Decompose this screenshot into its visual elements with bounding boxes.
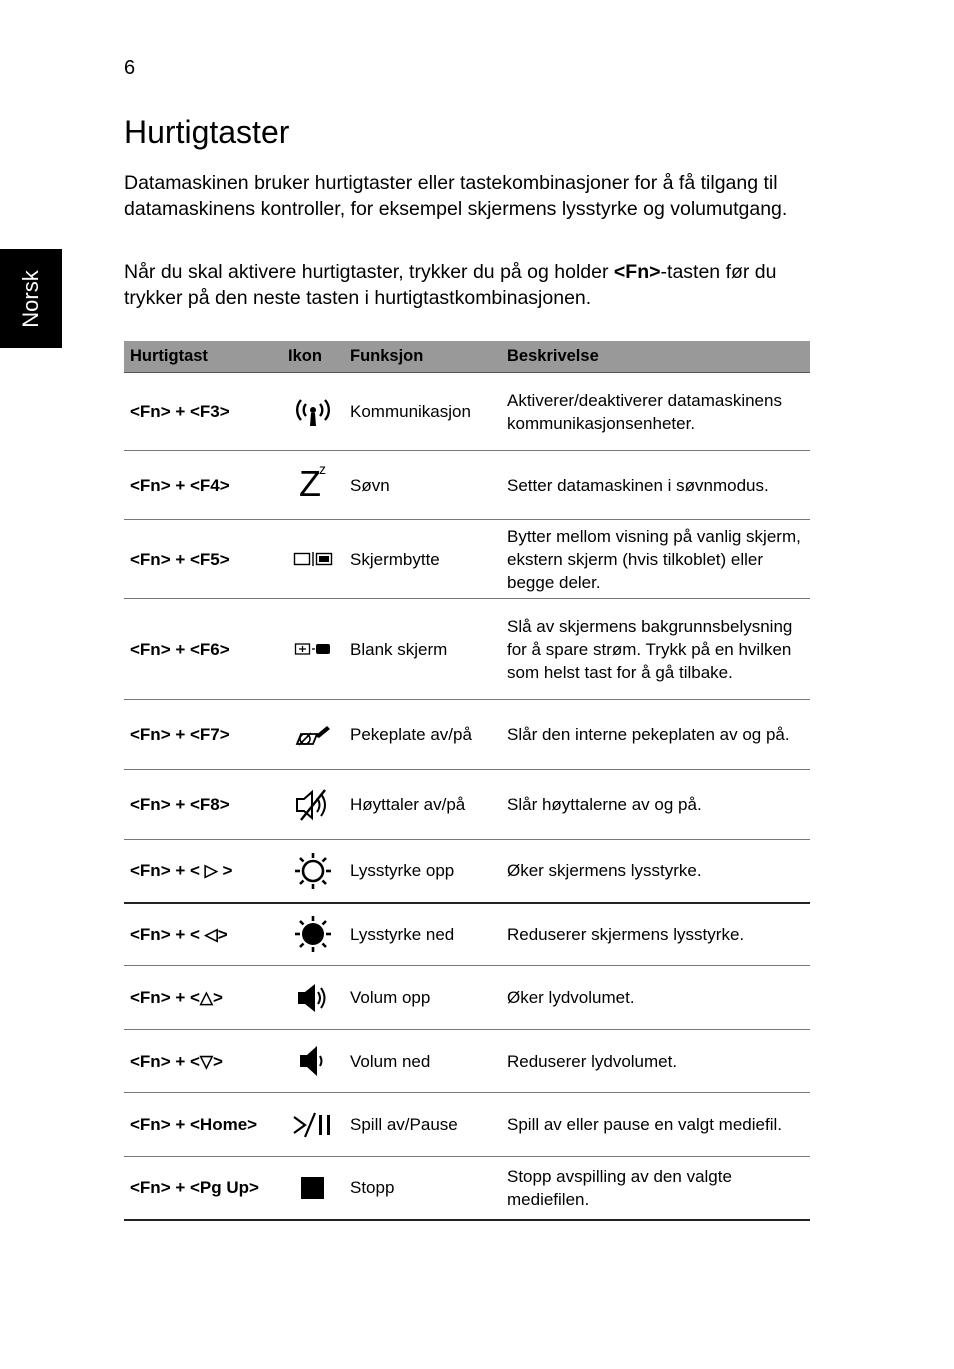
- row-function: Lysstyrke opp: [344, 840, 501, 903]
- header-function: Funksjon: [344, 341, 501, 373]
- row-function: Stopp: [344, 1157, 501, 1220]
- page-title: Hurtigtaster: [124, 114, 290, 150]
- instruction-text-after: -tasten før du trykker på den neste tasten i hurtigtastkombinasjonen.: [124, 261, 777, 309]
- table-row: [124, 1030, 810, 1093]
- row-key: <Fn> + <F5>: [124, 520, 282, 599]
- row-description: Setter datamaskinen i søvnmodus.: [501, 451, 810, 520]
- row-description: Slår høyttalerne av og på.: [501, 770, 810, 840]
- table-row: [124, 903, 810, 966]
- row-key: <Fn> + <Pg Up>: [124, 1157, 282, 1220]
- table-row: [124, 520, 810, 599]
- row-description: Øker lydvolumet.: [501, 966, 810, 1030]
- row-description: Reduserer skjermens lysstyrke.: [501, 903, 810, 966]
- row-key: <Fn> + <F3>: [124, 373, 282, 451]
- brightness-down-icon: [282, 903, 344, 966]
- row-description: Bytter mellom visning på vanlig skjerm, ekstern skjerm (hvis tilkoblet) eller begge deler.: [501, 520, 810, 599]
- row-description: Øker skjermens lysstyrke.: [501, 840, 810, 903]
- volume-down-icon: [282, 1030, 344, 1093]
- header-icon: Ikon: [282, 341, 344, 373]
- header-hotkey: Hurtigtast: [124, 341, 282, 373]
- display-toggle-icon: [282, 520, 344, 599]
- row-description: Slå av skjermens bakgrunnsbelysning for å spare strøm. Trykk på en hvilken som helst tast for å gå tilbake.: [501, 599, 810, 700]
- row-function: Volum ned: [344, 1030, 501, 1093]
- row-key: <Fn> + < ▷ >: [124, 840, 282, 903]
- speaker-mute-icon: [282, 770, 344, 840]
- row-description: Aktiverer/deaktiverer datamaskinens kommunikasjonsenheter.: [501, 373, 810, 451]
- row-function: Lysstyrke ned: [344, 903, 501, 966]
- touchpad-toggle-icon: [282, 700, 344, 770]
- intro-paragraph: Datamaskinen bruker hurtigtaster eller tastekombinasjoner for å få tilgang til datamaskinens kontroller, for eksempel skjermens lysstyrke og volumutgang.: [124, 172, 788, 220]
- row-description: Spill av eller pause en valgt mediefil.: [501, 1093, 810, 1157]
- row-key: <Fn> + <▽>: [124, 1030, 282, 1093]
- row-function: Spill av/Pause: [344, 1093, 501, 1157]
- page-number: 6: [124, 57, 136, 79]
- row-description: Stopp avspilling av den valgte mediefilen.: [501, 1157, 810, 1220]
- row-key: <Fn> + <F4>: [124, 451, 282, 520]
- sleep-icon: [282, 451, 344, 520]
- row-function: Kommunikasjon: [344, 373, 501, 451]
- row-function: Blank skjerm: [344, 599, 501, 700]
- language-tab: [0, 249, 62, 348]
- row-description: Slår den interne pekeplaten av og på.: [501, 700, 810, 770]
- table-row: [124, 451, 810, 520]
- row-key: <Fn> + <Home>: [124, 1093, 282, 1157]
- row-key: <Fn> + <△>: [124, 966, 282, 1030]
- row-function: Pekeplate av/på: [344, 700, 501, 770]
- table-row: [124, 373, 810, 451]
- volume-up-icon: [282, 966, 344, 1030]
- row-function: Høyttaler av/på: [344, 770, 501, 840]
- language-tab-label: Norsk: [18, 269, 43, 328]
- table-row: [124, 700, 810, 770]
- row-description: Reduserer lydvolumet.: [501, 1030, 810, 1093]
- table-row: [124, 599, 810, 700]
- sleep-icon-small-z: z: [319, 461, 326, 477]
- hotkey-table: [124, 341, 810, 1221]
- table-row: [124, 966, 810, 1030]
- row-key: <Fn> + < ◁>: [124, 903, 282, 966]
- table-row: [124, 1093, 810, 1157]
- table-row: [124, 1157, 810, 1220]
- row-key: <Fn> + <F8>: [124, 770, 282, 840]
- row-function: Søvn: [344, 451, 501, 520]
- brightness-up-icon: [282, 840, 344, 903]
- screen-blank-icon: [282, 599, 344, 700]
- stop-icon: [282, 1157, 344, 1220]
- fn-key-label: <Fn>: [613, 261, 661, 283]
- table-row: [124, 770, 810, 840]
- table-row: [124, 840, 810, 903]
- table-header-row: [124, 341, 810, 373]
- instruction-paragraph: [124, 260, 814, 311]
- sleep-icon-big-z: Z: [299, 463, 321, 504]
- row-key: <Fn> + <F7>: [124, 700, 282, 770]
- play-pause-icon: [282, 1093, 344, 1157]
- row-function: Skjermbytte: [344, 520, 501, 599]
- row-function: Volum opp: [344, 966, 501, 1030]
- wireless-icon: [282, 373, 344, 451]
- row-key: <Fn> + <F6>: [124, 599, 282, 700]
- instruction-text-before: Når du skal aktivere hurtigtaster, trykker du på og holder: [124, 261, 614, 283]
- header-description: Beskrivelse: [501, 341, 810, 373]
